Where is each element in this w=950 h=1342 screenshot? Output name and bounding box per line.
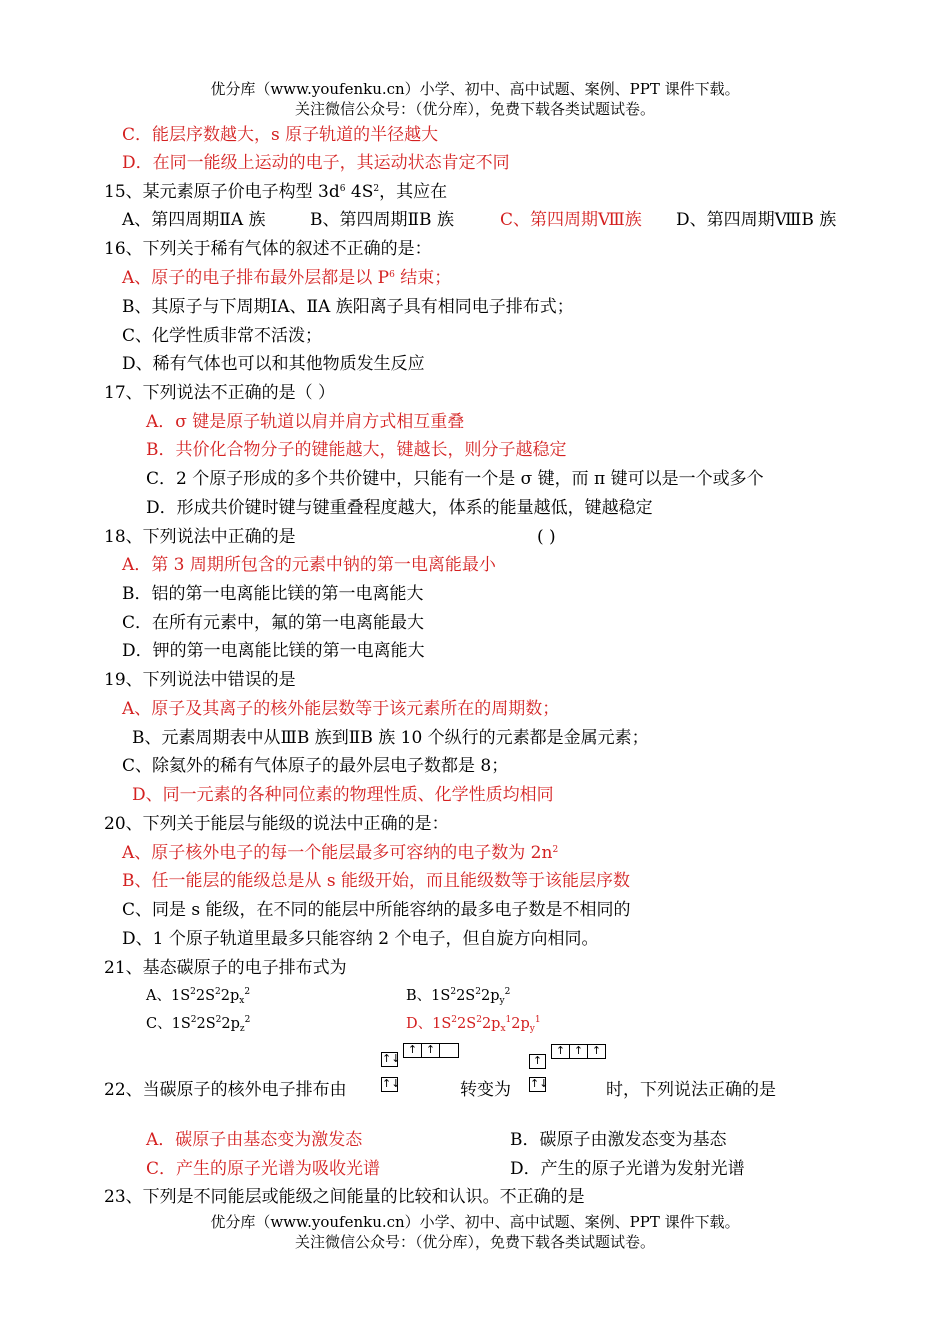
site-header-line1: 优分库（www.youfenku.cn）小学、初中、高中试题、案例、PPT 课件下载。 <box>210 80 740 98</box>
orbital-2p-cell-1: ↑ <box>552 1045 570 1058</box>
q17-option-a: A．σ 键是原子轨道以肩并肩方式相互重叠 <box>146 412 465 432</box>
orbital-2p-cell-2: ↑ <box>422 1044 440 1057</box>
q14-option-d: D．在同一能级上运动的电子，其运动状态肯定不同 <box>122 153 510 173</box>
q21-option-c: C、$1S^22S^22p_z^2$ <box>146 1015 251 1034</box>
orbital-2s-cell: ↑ <box>532 1054 543 1067</box>
q22-option-c: C．产生的原子光谱为吸收光谱 <box>146 1159 381 1179</box>
q22-option-a: A．碳原子由基态变为激发态 <box>146 1130 363 1150</box>
q15-option-b: B、第四周期ⅡB 族 <box>310 210 454 230</box>
orbital-2p-box <box>403 1043 459 1058</box>
q22-stem-part3: 时，下列说法正确的是 <box>606 1080 776 1100</box>
q15-option-c: C、第四周期Ⅷ族 <box>500 210 642 230</box>
q15-option-a: A、第四周期ⅡA 族 <box>122 210 266 230</box>
q16-stem: 16、下列关于稀有气体的叙述不正确的是： <box>104 239 432 259</box>
orbital-1s-box <box>529 1077 549 1092</box>
q18-option-b: B．铝的第一电离能比镁的第一电离能大 <box>122 584 424 604</box>
q16-option-a: A、原子的电子排布最外层都是以 $P^6$ 结束； <box>122 268 452 288</box>
orbital-2s-cell: ↑↓ <box>382 1052 401 1065</box>
site-footer-line2: 关注微信公众号：（优分库），免费下载各类试题试卷。 <box>294 1233 655 1251</box>
q15-stem: 15、某元素原子价电子构型 $3d^6$ $4S^2$，其应在 <box>104 182 448 202</box>
q19-stem: 19、下列说法中错误的是 <box>104 670 296 690</box>
orbital-1s-cell: ↑↓ <box>530 1077 549 1090</box>
q17-option-d: D．形成共价键时键与键重叠程度越大，体系的能量越低，键越稳定 <box>146 498 653 518</box>
orbital-2p-cell-3 <box>440 1044 458 1057</box>
q22-option-b: B．碳原子由激发态变为基态 <box>510 1130 727 1150</box>
q20-option-d: D、1 个原子轨道里最多只能容纳 2 个电子，但自旋方向相同。 <box>122 929 599 949</box>
orbital-1s-cell: ↑↓ <box>382 1077 401 1090</box>
q17-option-c: C．2 个原子形成的多个共价键中，只能有一个是 σ 键，而 π 键可以是一个或多个 <box>146 469 764 489</box>
q21-option-a: A、$1S^22S^22p_x^2$ <box>146 987 251 1006</box>
q20-option-a: A、原子核外电子的每一个能层最多可容纳的电子数为 $2n^2$ <box>122 843 559 863</box>
q21-stem: 21、基态碳原子的电子排布式为 <box>104 958 347 978</box>
q16-option-b: B、其原子与下周期ⅠA、ⅡA 族阳离子具有相同电子排布式； <box>122 297 574 317</box>
q18-option-c: C．在所有元素中，氟的第一电离能最大 <box>122 613 425 633</box>
orbital-2p-cell-3: ↑ <box>591 1044 602 1057</box>
orbital-2p-box <box>551 1044 606 1059</box>
q15-option-d: D、第四周期ⅧB 族 <box>676 210 837 230</box>
q22-stem-part2: 转变为 <box>460 1080 511 1100</box>
q19-option-b: B、元素周期表中从ⅢB 族到ⅡB 族 10 个纵行的元素都是金属元素； <box>132 728 649 748</box>
orbital-2p-cell-1: ↑ <box>404 1044 422 1057</box>
q22-stem-part1: 22、当碳原子的核外电子排布由 <box>104 1080 347 1100</box>
orbital-1s-box <box>381 1077 401 1092</box>
q20-stem: 20、下列关于能层与能级的说法中正确的是： <box>104 814 449 834</box>
q18-option-d: D．钾的第一电离能比镁的第一电离能大 <box>122 641 425 661</box>
q21-option-d: D、$1S^22S^22p_x^12p_y^1$ <box>406 1015 541 1034</box>
orbital-2s-box <box>381 1052 401 1067</box>
q19-option-d: D、同一元素的各种同位素的物理性质、化学性质均相同 <box>132 785 554 805</box>
q19-option-a: A、原子及其离子的核外能层数等于该元素所在的周期数； <box>122 699 560 719</box>
q23-stem: 23、下列是不同能层或能级之间能量的比较和认识。不正确的是 <box>104 1187 585 1207</box>
orbital-2p-cell-2: ↑ <box>570 1045 588 1058</box>
q22-option-d: D．产生的原子光谱为发射光谱 <box>510 1159 745 1179</box>
q20-option-b: B、任一能层的能级总是从 s 能级开始，而且能级数等于该能层序数 <box>122 871 631 891</box>
q18-stem: 18、下列说法中正确的是 <box>104 527 296 547</box>
q16-option-d: D、稀有气体也可以和其他物质发生反应 <box>122 354 425 374</box>
site-footer-line1: 优分库（www.youfenku.cn）小学、初中、高中试题、案例、PPT 课件下载。 <box>210 1213 740 1231</box>
q19-option-c: C、除氦外的稀有气体原子的最外层电子数都是 8； <box>122 756 509 776</box>
orbital-2s-box <box>529 1054 546 1069</box>
q20-option-c: C、同是 s 能级，在不同的能层中所能容纳的最多电子数是不相同的 <box>122 900 631 920</box>
q21-option-b: B、$1S^22S^22p_y^2$ <box>406 987 511 1006</box>
site-header-line2: 关注微信公众号：（优分库），免费下载各类试题试卷。 <box>294 100 655 118</box>
q17-stem: 17、下列说法不正确的是（ ） <box>104 383 336 403</box>
q18-answer-paren: ( ) <box>537 527 556 547</box>
q14-option-c: C．能层序数越大，s 原子轨道的半径越大 <box>122 125 439 145</box>
q16-option-c: C、化学性质非常不活泼； <box>122 326 323 346</box>
q17-option-b: B．共价化合物分子的键能越大，键越长，则分子越稳定 <box>146 440 567 460</box>
q18-option-a: A．第 3 周期所包含的元素中钠的第一电离能最小 <box>122 555 496 575</box>
